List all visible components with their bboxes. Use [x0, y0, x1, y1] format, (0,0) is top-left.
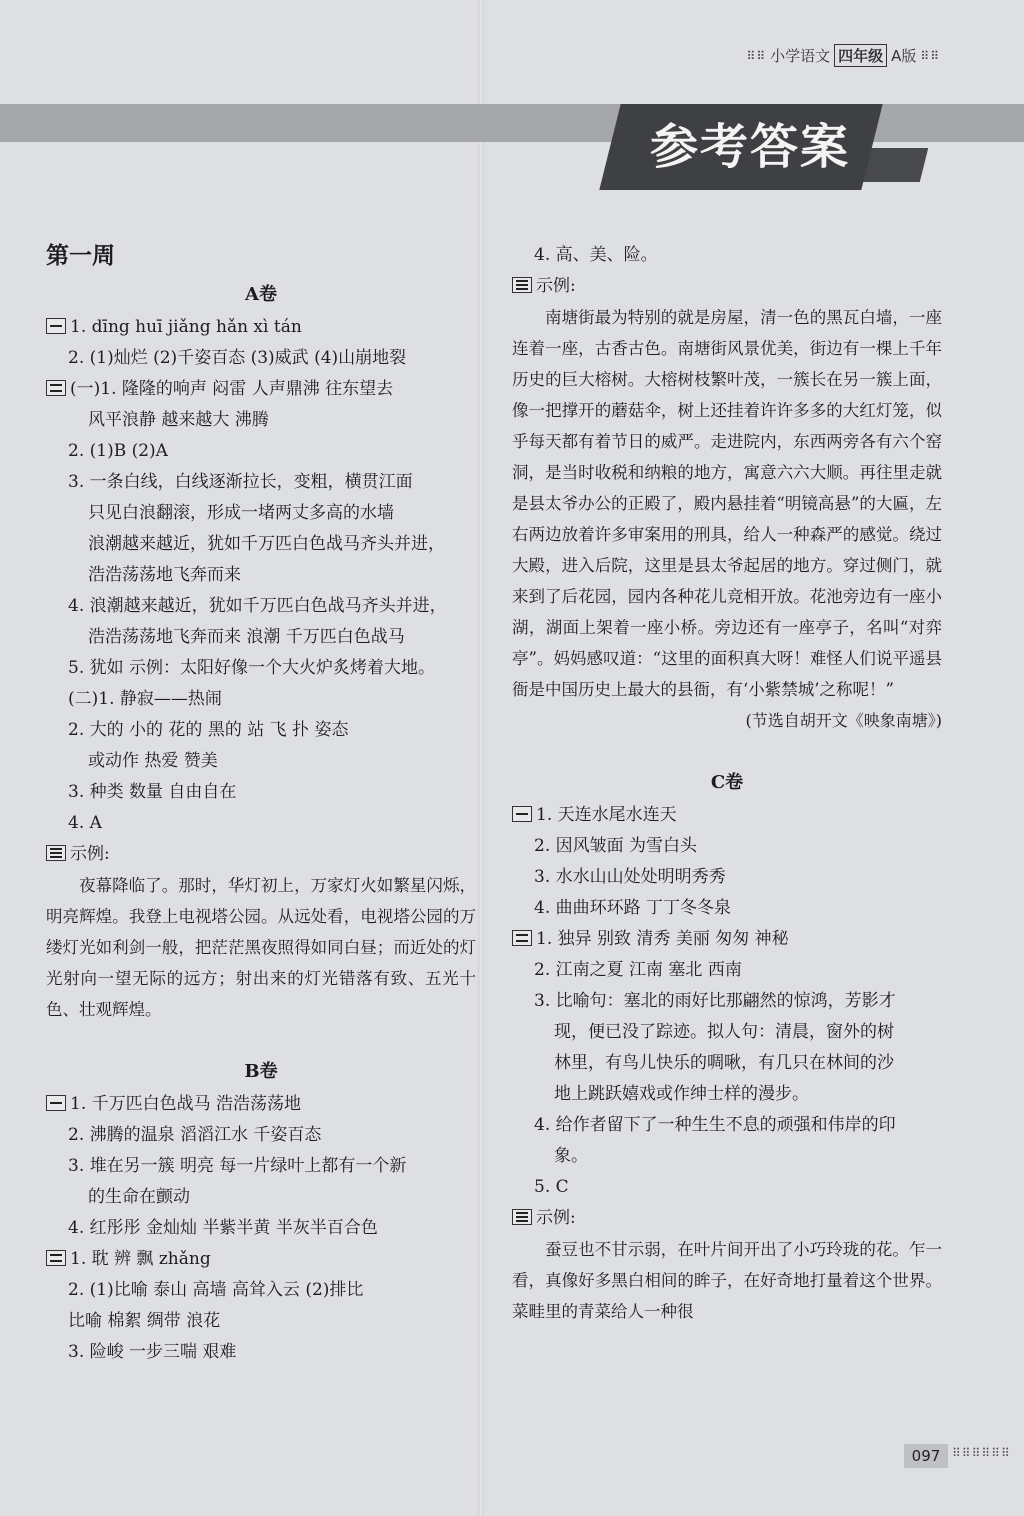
answer-line: 或动作 热爱 赞美	[88, 751, 218, 771]
answer-text: 1. 耽 辨 飘 zhǎng	[70, 1249, 211, 1269]
spacer	[512, 736, 942, 762]
answer-line	[46, 312, 476, 343]
answer-text: (一)1. 隆隆的响声 闷雷 人声鼎沸 往东望去	[70, 379, 394, 399]
header-dots-right: ⠿⠿	[920, 48, 940, 63]
answer-line: (二)1. 静寂——热闹	[68, 689, 222, 709]
example-essay: 夜幕降临了。那时，华灯初上，万家灯火如繁星闪烁，明亮辉煌。我登上电视塔公园。从远处看，电视塔公园的万缕灯光如利剑一般，把茫茫黑夜照得如同白昼；而近处的灯光射向一望无际的远方；射出来的灯光错落有致、五光十色、壮观辉煌。	[46, 876, 476, 1019]
answer-text: 1. 天连水尾水连天	[536, 805, 677, 825]
answer-line: 2. (1)灿烂 (2)千姿百态 (3)威武 (4)山崩地裂	[68, 348, 407, 368]
answer-line: 3. 水水山山处处明明秀秀	[534, 867, 726, 887]
answer-line: 比喻 棉絮 绸带 浪花	[68, 1311, 221, 1331]
page-number-dots: ⠿⠿⠿⠿⠿⠿	[952, 1446, 1011, 1460]
example-essay: 蚕豆也不甘示弱，在叶片间开出了小巧玲珑的花。乍一看，真像好多黑白相间的眸子，在好奇地打量着这个世界。菜畦里的青菜给人一种很	[512, 1240, 942, 1321]
answer-line: 林里，有鸟儿快乐的啁啾，有几只在林间的沙	[554, 1053, 894, 1073]
left-column	[46, 238, 476, 1368]
spacer	[46, 1025, 476, 1051]
answer-line: 只见白浪翻滚，形成一堵两丈多高的水墙	[88, 503, 394, 523]
answer-line	[512, 1203, 942, 1234]
answer-text: 示例:	[70, 844, 110, 864]
answer-line	[512, 271, 942, 302]
answer-line: 2. (1)比喻 泰山 高墙 高耸入云 (2)排比	[68, 1280, 364, 1300]
answer-line: 3. 种类 数量 自由自在	[68, 782, 237, 802]
answer-line: 2. 江南之夏 江南 塞北 西南	[534, 960, 742, 980]
answer-line	[46, 374, 476, 405]
example-essay: 南塘街最为特别的就是房屋，清一色的黑瓦白墙，一座连着一座，古香古色。南塘街风景优美，街边有一棵上千年历史的巨大榕树。大榕树枝繁叶茂，一簇长在另一簇上面，像一把撑开的蘑菇伞，树上还挂着许许多多的大红灯笼，似乎每天都有着节日的威严。走进院内，东西两旁各有六个窑洞，是当时收税和纳粮的地方，寓意六六大顺。再往里走就是县太爷办公的正殿了，殿内悬挂着“明镜高悬”的大匾，左右两边放着许多审案用的刑具，给人一种森严的感觉。绕过大殿，进入后院，这里是县太爷起居的地方。穿过侧门，就来到了后花园，园内各种花儿竞相开放。花池旁边有一座小湖，湖面上架着一座小桥。旁边还有一座亭子，名叫“对弈亭”。妈妈感叹道：“这里的面积真大呀！难怪人们说平遥县衙是中国历史上最大的县衙，有‘小紫禁城’之称呢！”	[512, 308, 942, 699]
essay-source: (节选自胡开文《映象南塘》)	[745, 711, 942, 730]
answer-text: 示例:	[536, 276, 576, 296]
answer-text: 示例:	[536, 1208, 576, 1228]
week-heading: 第一周	[46, 243, 115, 269]
title-shadow	[862, 148, 928, 182]
part-two-icon	[512, 930, 532, 946]
header-dots-left: ⠿⠿	[746, 48, 767, 63]
answer-line: 4. 给作者留下了一种生生不息的顽强和伟岸的印	[534, 1115, 896, 1135]
answer-line	[46, 1244, 476, 1275]
answer-line: 浩浩荡荡地飞奔而来 浪潮 千万匹白色战马	[88, 627, 405, 647]
answer-line: 3. 堆在另一簇 明亮 每一片绿叶上都有一个新	[68, 1156, 407, 1176]
answer-line: 3. 险峻 一步三喘 艰难	[68, 1342, 237, 1362]
answer-line: 地上跳跃嬉戏或作绅士样的漫步。	[554, 1084, 809, 1104]
answer-line: 5. 犹如 示例：太阳好像一个大火炉炙烤着大地。	[68, 658, 436, 678]
part-two-icon	[46, 1250, 66, 1266]
answer-line: 5. C	[534, 1177, 569, 1197]
answer-line: 3. 一条白线，白线逐渐拉长，变粗，横贯江面	[68, 472, 413, 492]
answer-line: 象。	[554, 1146, 588, 1166]
answer-line: 的生命在颤动	[88, 1187, 190, 1207]
answer-line: 4. 红彤彤 金灿灿 半紫半黄 半灰半百合色	[68, 1218, 378, 1238]
section-b-heading: B卷	[244, 1061, 278, 1082]
answer-line	[512, 924, 942, 955]
section-a-heading: A卷	[245, 284, 277, 305]
answer-line: 2. (1)B (2)A	[68, 441, 168, 461]
answer-line: 4. 高、美、险。	[534, 245, 658, 265]
answer-line	[46, 1089, 476, 1120]
page-number: 097	[904, 1444, 948, 1468]
section-c-heading: C卷	[710, 772, 744, 793]
answer-line	[46, 839, 476, 870]
header-grade: 四年级	[834, 44, 887, 67]
answer-text: 1. 独异 别致 清秀 美丽 匆匆 神秘	[536, 929, 789, 949]
answer-line: 3. 比喻句：塞北的雨好比那翩然的惊鸿，芳影才	[534, 991, 896, 1011]
header-subject: 小学语文	[770, 47, 831, 65]
answer-text: 1. 千万匹白色战马 浩浩荡荡地	[70, 1094, 302, 1114]
part-three-icon	[512, 1209, 532, 1225]
page-header	[747, 44, 940, 67]
answer-line: 现，便已没了踪迹。拟人句：清晨，窗外的树	[554, 1022, 894, 1042]
answer-line: 浪潮越来越近，犹如千万匹白色战马齐头并进，	[88, 534, 445, 554]
page-fold	[478, 0, 484, 1516]
part-one-icon	[46, 1095, 66, 1111]
answer-line: 4. A	[68, 813, 102, 833]
answer-line: 4. 浪潮越来越近，犹如千万匹白色战马齐头并进，	[68, 596, 447, 616]
part-three-icon	[46, 845, 66, 861]
part-one-icon	[46, 318, 66, 334]
answer-line: 风平浪静 越来越大 沸腾	[88, 410, 269, 430]
part-one-icon	[512, 806, 532, 822]
part-two-icon	[46, 380, 66, 396]
part-three-icon	[512, 277, 532, 293]
answer-text: 1. dīng huī jiǎng hǎn xì tán	[70, 317, 302, 337]
answer-line: 2. 沸腾的温泉 滔滔江水 千姿百态	[68, 1125, 322, 1145]
answer-line	[512, 800, 942, 831]
page-title: 参考答案	[649, 119, 850, 175]
answer-line: 浩浩荡荡地飞奔而来	[88, 565, 241, 585]
answer-line: 2. 因风皱面 为雪白头	[534, 836, 698, 856]
answer-line: 2. 大的 小的 花的 黑的 站 飞 扑 姿态	[68, 720, 349, 740]
header-edition: A版	[891, 47, 917, 65]
answer-line: 4. 曲曲环环路 丁丁冬冬泉	[534, 898, 732, 918]
right-column	[512, 240, 942, 1327]
